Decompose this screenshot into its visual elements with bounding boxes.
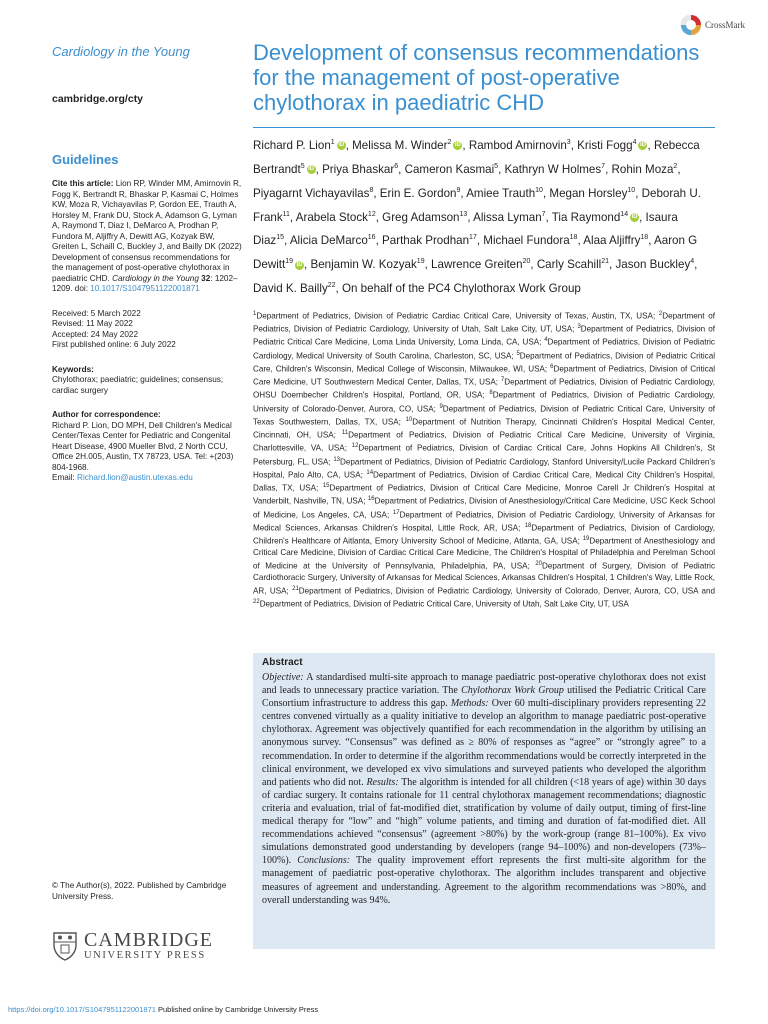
author-name: Amiee Trauth: [466, 186, 536, 200]
crossmark-label: CrossMark: [705, 20, 745, 30]
affiliation-text: Department of Surgery, Division of Pediatric Cardiothoracic Surgery, University of Arkansas for Medical Sciences, Arkansas Children's Hospital, 1 Children's Way, Little Rock, AR, USA;: [253, 561, 715, 596]
author-affiliation-number: 16: [367, 234, 376, 242]
author-affiliation-number: 7: [601, 162, 606, 170]
author-name: Kathryn W Holmes: [504, 162, 602, 176]
logo-line2: UNIVERSITY PRESS: [84, 950, 206, 961]
logo-line1: CAMBRIDGE: [84, 929, 214, 951]
author-name: Isaura Diaz: [253, 210, 678, 248]
affiliation-number: 11: [341, 430, 349, 437]
orcid-icon[interactable]: iD: [454, 142, 461, 149]
abstract-label: Objective:: [262, 672, 304, 683]
affiliation-number: 22: [253, 598, 260, 605]
keywords-block: [52, 365, 242, 397]
author-affiliation-number: 20: [522, 258, 531, 266]
author-affiliation-number: 10: [627, 186, 636, 194]
date-revised: Revised: 11 May 2022: [52, 319, 133, 328]
author-name: Rebecca Bertrandt: [253, 138, 700, 176]
footer: [8, 1005, 318, 1014]
dates-block: [52, 309, 242, 351]
author-name: Richard P. Lion: [253, 138, 331, 152]
affiliation-text: Department of Pediatrics, Division of Pediatric Critical Care Medicine, University of Virginia, Charlottesville, VA, USA;: [253, 430, 715, 454]
abstract-text: A standardised multi-site approach to manage paediatric post-operative chylothorax does not exist and leads to unnecessary practice variation. The: [262, 672, 706, 697]
author-affiliation-number: 18: [640, 234, 649, 242]
author-affiliation-number: 18: [569, 234, 578, 242]
cite-block: [52, 179, 242, 295]
author-name: Melissa M. Winder: [352, 138, 448, 152]
keywords-text: Chylothorax; paediatric; guidelines; consensus; cardiac surgery: [52, 375, 224, 395]
affiliation-number: 6: [550, 363, 554, 370]
orcid-icon[interactable]: iD: [296, 261, 303, 268]
affiliation-text: Department of Pediatrics, Division of Pediatric Cardiology, Stanford University/Lucile Packard Children's Hospital, Palo Alto, CA, USA;: [253, 457, 716, 480]
author-name: Alaa Aljiffry: [583, 234, 641, 248]
affiliation-text: Department of Pediatrics, Division of Cardiology, Children's Healthcare of Aitlanta, Emory University School of Medicine, Atlanta, GA, USA;: [253, 523, 715, 546]
affiliation-number: 3: [577, 324, 581, 331]
affiliation-text: Department of Pediatrics, Division of Pediatric Critical Care, Children's Wisconsin, Medical College of Wisconsin, Milwaukee, WI, USA;: [253, 351, 716, 374]
affiliation-text: Department of Pediatrics, Division of Pediatric Cardiology, University of Colorado, Denver, Aurora, CO, USA and: [298, 586, 715, 596]
affiliation-number: 17: [392, 509, 400, 516]
copyright: © The Author(s), 2022. Published by Cambridge University Press.: [52, 881, 227, 901]
affiliation-text: Department of Pediatrics, Division of Critical Care Medicine, Monroe Carell Jr Children's Hospital at Vanderbilt, Nashville, TN, USA;: [253, 483, 716, 506]
author-name: Alissa Lyman: [473, 210, 542, 224]
article-title: Development of consensus recommendations for the management of post-operative chylothorax in paediatric CHD: [253, 40, 700, 115]
affiliation-text: Department of Pediatrics, Division of Anesthesiology/Critical Care Medicine, USC Keck School of Medicine, Los Angeles, CA, USA;: [253, 496, 715, 520]
author-affiliation-number: 8: [369, 186, 374, 194]
affiliation-text: Department of Pediatrics, Division of Critical Care Medicine, UT Southwestern Medical Center, Dallas, TX, USA;: [253, 364, 715, 387]
author-group: On behalf of the PC4 Chylothorax Work Group: [342, 282, 581, 296]
abstract-body: [262, 671, 706, 907]
abstract-text: utilised the Pediatric Critical Care Consortium infrastructure to address this gap.: [262, 685, 706, 710]
abstract-label: Results:: [366, 776, 399, 788]
affiliation-number: 21: [292, 585, 299, 592]
cite-volume: 32: [201, 273, 211, 283]
author-affiliation-number: 4: [690, 258, 695, 266]
author-name: Aaron G Dewitt: [253, 234, 698, 272]
affiliation-number: 13: [333, 456, 341, 463]
author-name: Parthak Prodhan: [382, 234, 470, 248]
journal-name[interactable]: Cardiology in the Young: [52, 44, 190, 59]
abstract-text: The algorithm is intended for all children (<18 years of age) within 30 days of cardiac surgery. It contains rationale for 11 central chylothorax management recommendations; diagnostic criteria and evaluation, trial of fat-modified diet, stratification by volume of daily output, timing of first-line medical therapy for “low” and “high” volume patients, and timing and duration of fat-modified diet. All recommendations achieved “consensus” (agreement >80%) by the work-group (range 81–100%). Ex vivo simulations demonstrated good understanding by developers (range 94–100%) and non-developers (73%–100%).: [262, 776, 707, 867]
author-affiliation-number: 13: [459, 210, 468, 218]
affiliation-number: 2: [658, 311, 663, 318]
affiliations: [253, 309, 715, 610]
orcid-icon[interactable]: iD: [308, 166, 315, 173]
author-name: Lawrence Greiten: [431, 258, 523, 272]
correspondence-block: [52, 410, 242, 484]
author-name: Deborah U. Frank: [253, 186, 701, 224]
author-name: Cameron Kasmai: [404, 162, 495, 176]
affiliation-number: 16: [367, 496, 375, 503]
affiliation-text: Department of Nutrition Therapy, Cincinnati Children's Hospital Medical Center, Cincinnati, OH, USA;: [253, 417, 716, 440]
author-name: Alicia DeMarco: [289, 234, 368, 248]
cambridge-logo: [52, 928, 242, 964]
affiliation-text: Department of Pediatrics, Division of Cardiac Critical Care, Johns Hopkins All Children's, St Petersburg, FL, USA;: [253, 444, 715, 467]
date-accepted: Accepted: 24 May 2022: [52, 329, 139, 339]
orcid-icon[interactable]: iD: [639, 142, 646, 149]
author-name: Megan Horsley: [549, 186, 628, 200]
author-affiliation-number: 6: [394, 162, 399, 170]
footer-text: Published online by Cambridge University Press: [155, 1005, 319, 1014]
affiliation-number: 19: [582, 536, 590, 542]
affiliation-number: 4: [544, 337, 548, 344]
right-column: [253, 40, 715, 610]
affiliation-number: 10: [405, 416, 413, 423]
affiliation-text: Department of Pediatrics, Division of Cardiac Critical Care, Medical City Children's Hospital, Dallas, TX, USA;: [253, 470, 715, 493]
cite-text: Lion RP, Winder MM, Amirnovin R, Fogg K, Bertrandt R, Bhaskar P, Kasmai C, Holmes KW, Moza R, Vichayavilas P, Gordon EE, Trauth A, Horsley M, Frank DU, Stock A, Adamson G, Lyman A, Raymond T, Diaz I, DeMarco A, Prodhan P, Fundora M, Aljiffry A, Dewitt AG, Kozyak BW, Greiten L, Schaill C, Buckley J, and Bailly DK (2022) Development of consensus recommendations for the management of post-operative chylothorax in paediatric CHD.: [52, 179, 242, 283]
author-affiliation-number: 3: [566, 139, 571, 146]
affiliation-text: Department of Pediatrics, Division of Pediatric Critical Care, University of Texas Southwestern, Dallas, TX, USA;: [253, 404, 715, 427]
affiliation-number: 1: [253, 311, 257, 318]
author-affiliation-number: 12: [367, 210, 376, 218]
left-column: [52, 44, 242, 484]
author-affiliation-number: 19: [285, 258, 294, 266]
author-name: Benjamin W. Kozyak: [310, 258, 417, 272]
abstract-label: Chylothorax Work Group: [461, 685, 564, 697]
abstract-label: Methods:: [450, 698, 489, 710]
crossmark-badge[interactable]: [680, 14, 745, 36]
abstract-text: Over 60 multi-disciplinary providers representing 22 centres convened virtually as a quality initiative to develop an algorithm to manage paediatric post-operative chylothorax. Agreement was objectively quantified for each recommendation in the algorithm by utilising an anonymous survey. “Consensus” was defined as ≥ 80% of responses as “agree” or “strongly agree” to a recommendation. In order to determine if the algorithm recommendations would be correctly interpreted in the clinical environment, we developed ex vivo simulations and surveyed patients who developed the algorithm and patients who did not.: [262, 698, 706, 788]
author-affiliation-number: 15: [276, 234, 284, 242]
email-label: Email:: [52, 473, 78, 482]
affiliation-number: 9: [439, 403, 443, 410]
author-affiliation-number: 17: [469, 234, 477, 242]
author-affiliation-number: 21: [601, 258, 610, 266]
affiliation-number: 14: [366, 469, 374, 476]
author-affiliation-number: 19: [416, 258, 425, 266]
affiliation-number: 18: [524, 522, 532, 529]
date-received: Received: 5 March 2022: [52, 308, 141, 318]
author-affiliation-number: 7: [541, 210, 546, 218]
affiliation-text: Department of Pediatrics, Division of Pediatric Cardiology, University of Colorado-Denver, Aurora, CO, USA;: [253, 391, 715, 414]
author-name: Greg Adamson: [382, 210, 460, 224]
affiliation-number: 20: [535, 560, 542, 567]
affiliation-text: Department of Pediatrics, Division of Pediatric Cardiology, University of Utah, Salt Lake City, UT, USA;: [253, 311, 715, 334]
author-affiliation-number: 1: [330, 139, 335, 146]
author-name: Carly Scahill: [536, 258, 602, 272]
author-affiliation-number: 2: [673, 162, 678, 170]
author-list: Richard P. Lion$^1$ iD , Melissa M. Winder$^2$ iD , Rambod Amirnovin$^3$, Kristi Fogg$^4$ iD , Rebecca Bertrandt$^5$ iD , Priya Bhaskar$^6$, Cameron Kasmai$^5$, Kathryn W Holmes$^7$, Rohin Moza$^2$, Piyagarnt Vichayavilas$^8$, Erin E. Gordon$^9$, Amiee Trauth$^{10}$, Megan Horsley$^{10}$, Deborah U. Frank$^{11}$, Arabela Stock$^{12}$, Greg Adamson$^{13}$, Alissa Lyman$^7$, Tia Raymond$^{14}$ iD , Isaura Diaz$^{15}$, Alicia DeMarco$^{16}$, Parthak Prodhan$^{17}$, Michael Fundora$^{18}$, Alaa Aljiffry$^{18}$, Aaron G Dewitt$^{19}$ iD , Benjamin W. Kozyak$^{19}$, Lawrence Greiten$^{20}$, Carly Scahill$^{21}$, Jason Buckley$^4$, David K. Bailly$^{22}$, On behalf of the PC4 Chylothorax Work Group: [253, 138, 701, 296]
affiliation-text: Department of Pediatrics, Division of Pediatric Cardiology, Medical University of South Carolina, Charleston, SC, USA;: [253, 338, 715, 361]
author-name: Rambod Amirnovin: [468, 138, 567, 152]
orcid-icon[interactable]: iD: [338, 142, 345, 149]
title-rule: [253, 127, 715, 128]
crossmark-icon: [680, 14, 702, 36]
affiliation-text: Department of Pediatrics, Division of Pediatric Critical Care Medicine, Loma Linda University, Loma Linda, CA, USA;: [253, 324, 715, 348]
cambridge-shield-icon: [52, 931, 78, 961]
author-affiliation-number: 11: [282, 210, 290, 218]
author-name: David K. Bailly: [253, 282, 328, 296]
abstract-text: The quality improvement effort represents the first multi-site algorithm for the management of paediatric post-operative chylothorax. The algorithm includes transparent and objective measures of agreement and understanding. Agreement to the algorithm recommendations was >80%, and overall understanding was 94%.: [262, 855, 706, 906]
affiliation-number: 15: [322, 483, 330, 490]
author-affiliation-number: 5: [300, 162, 305, 170]
author-name: Erin E. Gordon: [379, 186, 457, 200]
author-affiliation-number: 22: [327, 282, 336, 290]
author-affiliation-number: 4: [632, 139, 637, 146]
author-name: Tia Raymond: [551, 210, 621, 224]
affiliation-text: Department of Pediatrics, Division of Pediatric Critical Care, University of Utah, Salt Lake City, UT, USA: [259, 599, 629, 609]
affiliation-number: 5: [516, 350, 520, 357]
affiliation-text: Department of Anesthesiology and Critical Care Medicine, Division of Cardiac Critical Care Medicine, The Children's Hospital of Philadelphia and Perelman School of Medicine at the University of Pennsylvania, Philadelphia, PA, USA;: [253, 536, 715, 571]
author-name: Michael Fundora: [483, 234, 570, 248]
author-affiliation-number: 2: [447, 139, 452, 146]
author-affiliation-number: 10: [535, 186, 543, 194]
affiliation-text: Department of Pediatrics, Division of Pediatric Cardiology, University of Arkansas for Medical Sciences, Arkansas Children's Hospital, Little Rock, AR, USA;: [253, 510, 715, 533]
cite-label: Cite this article:: [52, 179, 114, 188]
author-affiliation-number: 14: [620, 210, 629, 218]
author-name: Piyagarnt Vichayavilas: [253, 186, 370, 200]
cite-pages: : 1202–1209. doi:: [52, 273, 238, 293]
email-link[interactable]: Richard.lion@austin.utexas.edu: [77, 473, 193, 482]
author-name: Jason Buckley: [615, 258, 691, 272]
abstract-label: Conclusions:: [297, 855, 351, 867]
cite-journal: Cardiology in the Young: [112, 273, 199, 283]
affiliation-number: 8: [489, 390, 493, 397]
author-affiliation-number: 9: [456, 186, 461, 194]
date-published: First published online: 6 July 2022: [52, 340, 176, 349]
affiliation-number: 7: [500, 377, 505, 384]
author-name: Rohin Moza: [611, 162, 674, 176]
correspondence-text: Richard P. Lion, DO MPH, Dell Children's Medical Center/Texas Center for Pediatric and Congenital Heart Disease, 4900 Mueller Blvd, 2 North CCU, Office 2H.005, Austin, TX 78723, USA. Tel: +(203) 804-1968.: [52, 420, 234, 472]
article-section: Guidelines: [52, 152, 119, 167]
footer-doi-link[interactable]: https://doi.org/10.1017/S1047951122001871: [8, 1005, 156, 1014]
author-name: Arabela Stock: [295, 210, 368, 224]
abstract-box: [253, 653, 715, 949]
logo-text: [84, 930, 213, 962]
orcid-icon[interactable]: iD: [631, 213, 638, 220]
affiliation-text: Department of Pediatrics, Division of Pediatric Cardiology, OHSU Doernbecher Children's Hospital, Portland, OR, USA;: [253, 377, 715, 401]
journal-site[interactable]: cambridge.org/cty: [52, 93, 144, 105]
affiliation-number: 12: [351, 443, 359, 450]
author-name: Priya Bhaskar: [322, 162, 395, 176]
affiliation-text: Department of Pediatrics, Division of Pediatric Cardiac Critical Care, University of Texas, Austin, TX, USA;: [256, 311, 659, 321]
author-name: Kristi Fogg: [577, 138, 633, 152]
abstract-heading: Abstract: [262, 657, 303, 668]
correspondence-label: Author for correspondence:: [52, 410, 161, 419]
cite-doi-link[interactable]: 10.1017/S1047951122001871: [90, 284, 200, 293]
author-affiliation-number: 5: [494, 162, 499, 170]
keywords-label: Keywords:: [52, 364, 94, 374]
